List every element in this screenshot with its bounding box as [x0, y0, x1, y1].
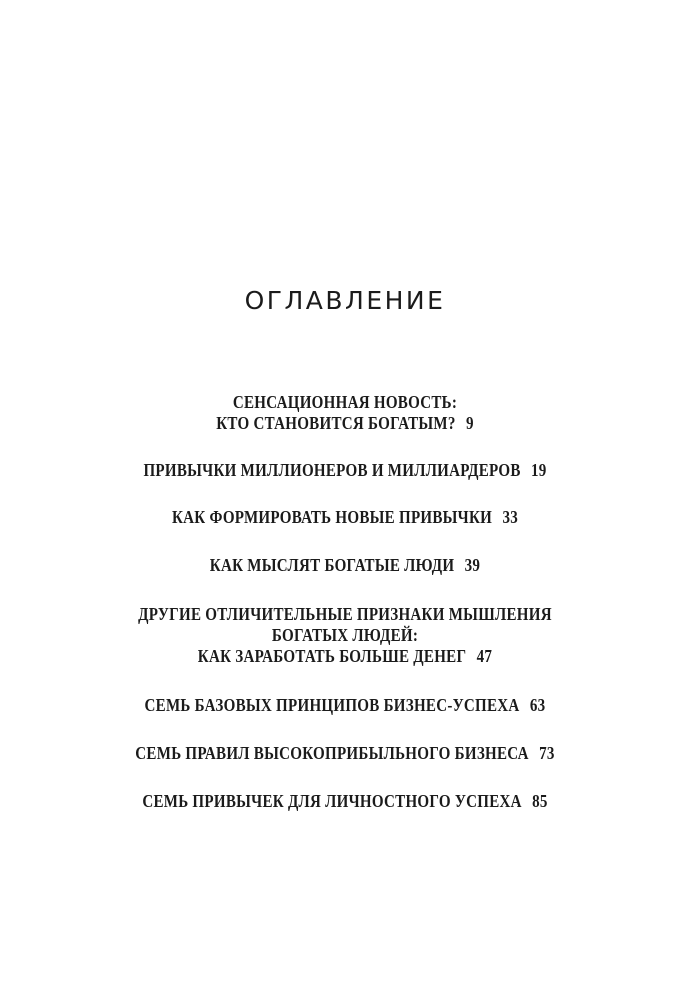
toc-entry-title-line: БОГАТЫХ ЛЮДЕЙ: [271, 625, 419, 645]
toc-entry [48, 507, 641, 528]
toc-entry [48, 392, 641, 434]
page-title: ОГЛАВЛЕНИЕ [244, 286, 446, 315]
toc-entry-page-number: 85 [532, 791, 548, 811]
toc-entry [48, 460, 641, 481]
toc-entry-title-line: КАК МЫСЛЯТ БОГАТЫЕ ЛЮДИ [209, 555, 455, 575]
toc-entry-last-line [48, 413, 641, 434]
toc-entry [48, 743, 641, 764]
toc-entry [48, 604, 641, 667]
toc-entry-title-line: КАК ФОРМИРОВАТЬ НОВЫЕ ПРИВЫЧКИ [171, 507, 493, 527]
toc-entry-page-number: 63 [529, 695, 546, 715]
toc-entry [48, 791, 641, 812]
toc-entry-last-line [48, 646, 641, 667]
toc-entry-page-number: 33 [502, 507, 519, 527]
toc-entry-title-line: ДРУГИЕ ОТЛИЧИТЕЛЬНЫЕ ПРИЗНАКИ МЫШЛЕНИЯ [138, 604, 552, 624]
toc-entry-last-line [48, 507, 641, 528]
toc-entry-title-line: СЕНСАЦИОННАЯ НОВОСТЬ: [232, 392, 458, 412]
toc-entry-page-number: 9 [465, 413, 474, 433]
toc-entry-title-line: СЕМЬ БАЗОВЫХ ПРИНЦИПОВ БИЗНЕС-УСПЕХА [144, 695, 520, 715]
toc-entry-page-number: 73 [539, 743, 555, 763]
toc-entry-last-line [48, 695, 641, 716]
toc-entry-page-number: 39 [464, 555, 481, 575]
toc-entry-last-line [48, 743, 641, 764]
toc-entry-title-line: КАК ЗАРАБОТАТЬ БОЛЬШЕ ДЕНЕГ [197, 646, 467, 666]
toc-entry-title-line: ПРИВЫЧКИ МИЛЛИОНЕРОВ И МИЛЛИАРДЕРОВ [143, 460, 521, 480]
toc-entry-page-number: 47 [476, 646, 493, 666]
toc-entry-last-line [48, 555, 641, 576]
toc-entry-title-line: СЕМЬ ПРИВЫЧЕК ДЛЯ ЛИЧНОСТНОГО УСПЕХА [142, 791, 522, 811]
toc-entry [48, 555, 641, 576]
toc-entry-page-number: 19 [530, 460, 547, 480]
toc-entry-title-line: СЕМЬ ПРАВИЛ ВЫСОКОПРИБЫЛЬНОГО БИЗНЕСА [135, 743, 529, 763]
toc-entry-last-line [48, 460, 641, 481]
toc-entry-title-line: КТО СТАНОВИТСЯ БОГАТЫМ? [216, 413, 456, 433]
toc-entry [48, 695, 641, 716]
table-of-contents [0, 392, 690, 837]
toc-entry-last-line [48, 791, 641, 812]
